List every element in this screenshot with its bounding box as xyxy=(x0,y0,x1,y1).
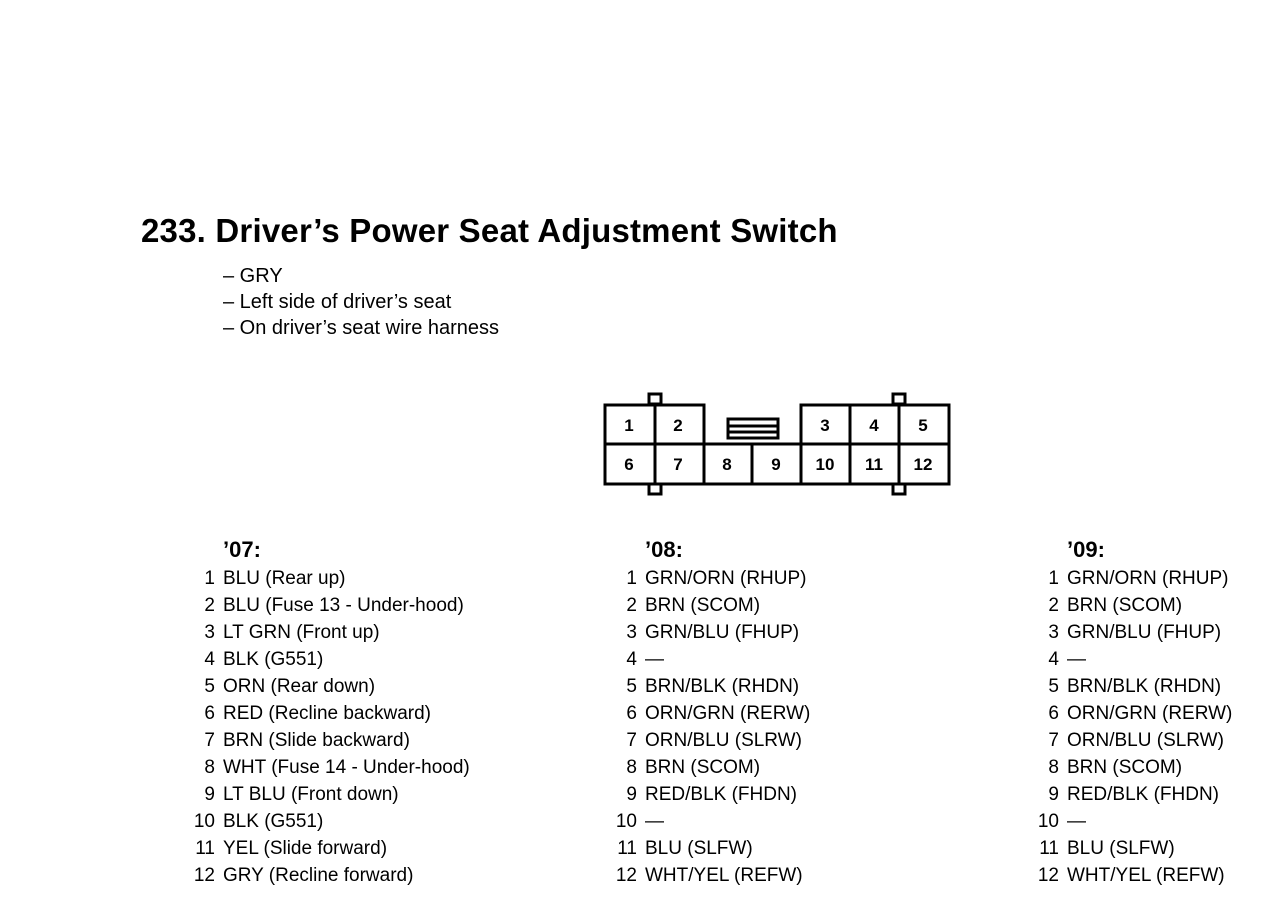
note-harness: – On driver’s seat wire harness xyxy=(223,317,500,339)
pin-row xyxy=(185,592,464,619)
pin-description: GRY (Recline forward) xyxy=(223,865,414,886)
pin-row xyxy=(185,835,388,862)
pin-row xyxy=(185,862,414,889)
latch-top-right xyxy=(893,394,905,404)
pin-label-11: 11 xyxy=(865,455,883,474)
pin-number: 10 xyxy=(1037,811,1059,832)
pin-number: 8 xyxy=(204,757,215,778)
pin-row xyxy=(1029,673,1222,700)
pin-description: ORN/BLU (SLRW) xyxy=(645,730,802,751)
pinout-column-2008 xyxy=(607,535,811,889)
pin-number: 3 xyxy=(626,622,637,643)
pin-row xyxy=(1029,565,1229,592)
pin-number: 4 xyxy=(204,649,215,670)
pin-number: 1 xyxy=(1048,568,1059,589)
pin-description: BLU (Fuse 13 - Under-hood) xyxy=(223,595,464,616)
pin-number: 6 xyxy=(204,703,215,724)
pin-description: BRN/BLK (RHDN) xyxy=(1067,676,1222,697)
pin-number: 12 xyxy=(615,865,637,886)
pin-description: BRN/BLK (RHDN) xyxy=(645,676,800,697)
pin-number: 1 xyxy=(626,568,637,589)
pin-row xyxy=(607,700,811,727)
pin-number: 12 xyxy=(1037,865,1059,886)
pin-description: ORN/GRN (RERW) xyxy=(645,703,811,724)
pin-row xyxy=(1029,727,1224,754)
pin-row xyxy=(1029,592,1183,619)
pin-description: LT GRN (Front up) xyxy=(223,622,380,643)
pin-row xyxy=(607,646,683,673)
pin-number: 5 xyxy=(204,676,215,697)
pin-description: WHT/YEL (REFW) xyxy=(645,865,803,886)
pin-description: ORN/GRN (RERW) xyxy=(1067,703,1233,724)
pin-description: WHT/YEL (REFW) xyxy=(1067,865,1225,886)
pin-row xyxy=(607,781,798,808)
pin-row xyxy=(185,646,324,673)
pin-row xyxy=(607,727,802,754)
pin-row xyxy=(1029,781,1220,808)
pin-description: — xyxy=(645,811,664,832)
pin-description: BRN (SCOM) xyxy=(645,595,761,616)
pin-row xyxy=(185,565,346,592)
pin-number: 10 xyxy=(193,811,215,832)
year-heading: ’08: xyxy=(645,537,683,562)
pin-description: BRN (Slide backward) xyxy=(223,730,410,751)
pin-description: RED (Recline backward) xyxy=(223,703,432,724)
pin-number: 5 xyxy=(626,676,637,697)
pin-description: BLU (SLFW) xyxy=(645,838,753,859)
pin-row xyxy=(607,835,753,862)
pin-row xyxy=(185,727,410,754)
pin-description: GRN/ORN (RHUP) xyxy=(645,568,807,589)
pin-description: ORN (Rear down) xyxy=(223,676,376,697)
pin-row xyxy=(607,808,683,835)
pin-number: 2 xyxy=(204,595,215,616)
pin-label-5: 5 xyxy=(918,416,928,435)
pin-number: 3 xyxy=(1048,622,1059,643)
pin-description: — xyxy=(1067,649,1086,670)
pin-number: 6 xyxy=(626,703,637,724)
pin-number: 12 xyxy=(193,865,215,886)
pin-description: BRN (SCOM) xyxy=(645,757,761,778)
pin-description: BRN (SCOM) xyxy=(1067,757,1183,778)
pin-row xyxy=(1029,646,1105,673)
pin-description: — xyxy=(1067,811,1086,832)
pin-description: LT BLU (Front down) xyxy=(223,784,399,805)
pin-number: 10 xyxy=(615,811,637,832)
pin-label-10: 10 xyxy=(815,455,835,474)
pin-description: BLU (Rear up) xyxy=(223,568,346,589)
pin-row xyxy=(185,673,376,700)
pin-label-9: 9 xyxy=(771,455,781,474)
pin-description: ORN/BLU (SLRW) xyxy=(1067,730,1224,751)
pin-description: GRN/ORN (RHUP) xyxy=(1067,568,1229,589)
pin-number: 11 xyxy=(1039,838,1059,859)
connector-diagram xyxy=(598,388,958,500)
pin-row xyxy=(607,619,800,646)
pin-row xyxy=(185,754,470,781)
pin-number: 7 xyxy=(1048,730,1059,751)
pin-number: 9 xyxy=(626,784,637,805)
latch-top-left xyxy=(649,394,661,404)
pin-row xyxy=(185,700,432,727)
pin-number: 11 xyxy=(617,838,637,859)
pin-row xyxy=(1029,835,1175,862)
pin-label-8: 8 xyxy=(722,455,732,474)
pin-number: 9 xyxy=(1048,784,1059,805)
pin-number: 8 xyxy=(1048,757,1059,778)
pin-description: BLK (G551) xyxy=(223,649,324,670)
pin-row xyxy=(607,862,803,889)
pin-number: 8 xyxy=(626,757,637,778)
pin-number: 2 xyxy=(626,595,637,616)
pin-label-7: 7 xyxy=(673,455,683,474)
pin-description: GRN/BLU (FHUP) xyxy=(645,622,800,643)
pin-number: 4 xyxy=(626,649,637,670)
connector-key xyxy=(728,419,778,438)
pin-description: RED/BLK (FHDN) xyxy=(645,784,798,805)
pin-number: 7 xyxy=(204,730,215,751)
note-color: – GRY xyxy=(223,265,283,287)
pin-row xyxy=(1029,619,1222,646)
pin-row xyxy=(607,592,761,619)
pin-row xyxy=(607,754,761,781)
year-heading: ’07: xyxy=(223,537,261,562)
pin-description: BRN (SCOM) xyxy=(1067,595,1183,616)
pin-row xyxy=(1029,754,1183,781)
pin-row xyxy=(607,673,800,700)
pin-number: 1 xyxy=(204,568,215,589)
pin-number: 2 xyxy=(1048,595,1059,616)
pinout-column-2009 xyxy=(1029,535,1233,889)
pin-number: 5 xyxy=(1048,676,1059,697)
connector-notes xyxy=(223,263,499,341)
pin-label-1: 1 xyxy=(624,416,634,435)
pinout-column-2007 xyxy=(185,535,470,889)
pin-label-12: 12 xyxy=(913,455,933,474)
pin-description: YEL (Slide forward) xyxy=(223,838,388,859)
pin-number: 9 xyxy=(204,784,215,805)
pin-number: 3 xyxy=(204,622,215,643)
pin-number: 6 xyxy=(1048,703,1059,724)
page-title: 233. Driver’s Power Seat Adjustment Switch xyxy=(141,212,838,249)
pin-row xyxy=(185,781,399,808)
pin-row xyxy=(607,565,807,592)
pin-row xyxy=(185,808,324,835)
pin-description: GRN/BLU (FHUP) xyxy=(1067,622,1222,643)
pin-label-6: 6 xyxy=(624,455,634,474)
pin-number: 11 xyxy=(195,838,215,859)
pin-label-2: 2 xyxy=(673,416,683,435)
pin-label-3: 3 xyxy=(820,416,830,435)
pin-number: 4 xyxy=(1048,649,1059,670)
pin-label-4: 4 xyxy=(869,416,879,435)
pin-row xyxy=(1029,700,1233,727)
note-location: – Left side of driver’s seat xyxy=(223,291,452,313)
pin-description: WHT (Fuse 14 - Under-hood) xyxy=(223,757,470,778)
pin-description: BLK (G551) xyxy=(223,811,324,832)
pin-description: BLU (SLFW) xyxy=(1067,838,1175,859)
pin-description: — xyxy=(645,649,664,670)
year-heading: ’09: xyxy=(1067,537,1105,562)
pin-description: RED/BLK (FHDN) xyxy=(1067,784,1220,805)
pin-row xyxy=(185,619,380,646)
pin-row xyxy=(1029,808,1105,835)
pin-number: 7 xyxy=(626,730,637,751)
pin-row xyxy=(1029,862,1225,889)
